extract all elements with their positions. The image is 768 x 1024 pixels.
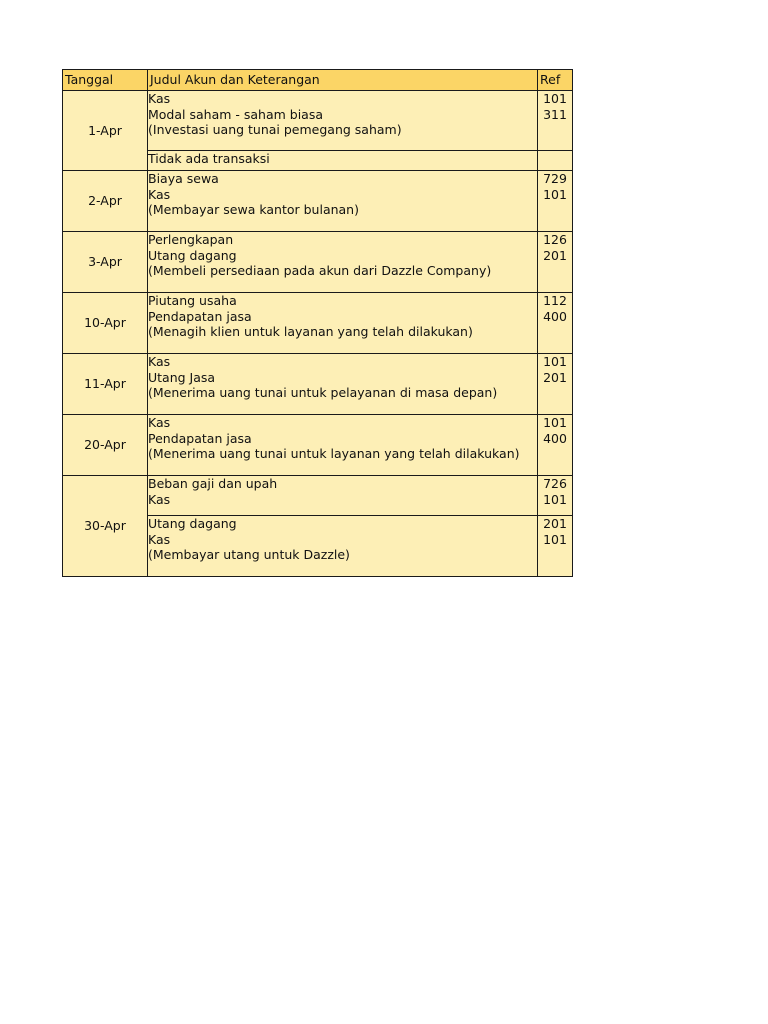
description-cell xyxy=(148,232,538,293)
entry-explanation: (Menagih klien untuk layanan yang telah dilakukan) xyxy=(148,324,473,339)
date-cell: 1-Apr xyxy=(63,91,148,171)
description-cell xyxy=(148,151,538,171)
account-title: Pendapatan jasa xyxy=(148,430,252,446)
account-ref: 400 xyxy=(543,308,567,324)
ref-cell xyxy=(538,91,573,151)
description-cell xyxy=(148,415,538,476)
account-title: Kas xyxy=(148,531,171,547)
account-ref: 201 xyxy=(543,369,567,385)
account-title: Kas xyxy=(148,91,171,106)
account-ref: 126 xyxy=(543,232,567,247)
date-cell: 30-Apr xyxy=(63,476,148,577)
account-ref: 726 xyxy=(543,476,567,491)
account-ref: 101 xyxy=(543,186,567,202)
account-title: Piutang usaha xyxy=(148,293,237,308)
description-cell xyxy=(148,91,538,151)
account-title: Perlengkapan xyxy=(148,232,234,247)
ref-cell xyxy=(538,354,573,415)
header-row xyxy=(63,70,573,91)
account-title: Tidak ada transaksi xyxy=(148,151,270,166)
ref-cell xyxy=(538,293,573,354)
ref-cell xyxy=(538,171,573,232)
account-ref: 201 xyxy=(543,247,567,263)
account-title: Utang dagang xyxy=(148,516,237,531)
account-title: Biaya sewa xyxy=(148,171,219,186)
account-ref: 201 xyxy=(543,516,567,531)
entry-explanation: (Membayar sewa kantor bulanan) xyxy=(148,202,359,217)
account-title: Kas xyxy=(148,415,171,430)
account-title: Utang dagang xyxy=(148,247,237,263)
account-ref: 311 xyxy=(543,106,567,122)
account-ref: 112 xyxy=(543,293,567,308)
account-title: Kas xyxy=(148,491,171,507)
description-cell xyxy=(148,354,538,415)
journal-body xyxy=(63,91,573,577)
account-ref: 729 xyxy=(543,171,567,186)
description-cell xyxy=(148,293,538,354)
entry-explanation: (Membayar utang untuk Dazzle) xyxy=(148,547,350,562)
account-ref: 101 xyxy=(543,354,567,369)
account-ref: 101 xyxy=(543,415,567,430)
account-ref: 101 xyxy=(543,531,567,547)
date-cell: 2-Apr xyxy=(63,171,148,232)
date-cell: 10-Apr xyxy=(63,293,148,354)
account-title: Modal saham - saham biasa xyxy=(148,106,324,122)
journal-row xyxy=(63,354,573,415)
date-cell: 11-Apr xyxy=(63,354,148,415)
description-cell xyxy=(148,171,538,232)
journal-row xyxy=(63,232,573,293)
journal-row xyxy=(63,415,573,476)
account-ref: 400 xyxy=(543,430,567,446)
account-ref: 101 xyxy=(543,91,567,106)
entry-explanation: (Membeli persediaan pada akun dari Dazzle Company) xyxy=(148,263,492,278)
ref-cell xyxy=(538,516,573,577)
date-cell: 3-Apr xyxy=(63,232,148,293)
account-title: Pendapatan jasa xyxy=(148,308,252,324)
header-ref: Ref xyxy=(538,70,573,91)
entry-explanation: (Investasi uang tunai pemegang saham) xyxy=(148,122,402,137)
ref-cell xyxy=(538,476,573,516)
account-ref: 101 xyxy=(543,491,567,507)
account-title: Utang Jasa xyxy=(148,369,216,385)
ref-cell xyxy=(538,415,573,476)
journal-row xyxy=(63,293,573,354)
entry-explanation: (Menerima uang tunai untuk pelayanan di masa depan) xyxy=(148,385,498,400)
entry-explanation: (Menerima uang tunai untuk layanan yang telah dilakukan) xyxy=(148,446,520,461)
account-title: Kas xyxy=(148,186,171,202)
account-title: Kas xyxy=(148,354,171,369)
journal-table xyxy=(62,69,573,577)
description-cell xyxy=(148,476,538,516)
account-title: Beban gaji dan upah xyxy=(148,476,278,491)
journal-row xyxy=(63,476,573,516)
header-date: Tanggal xyxy=(63,70,148,91)
ref-cell xyxy=(538,232,573,293)
header-description: Judul Akun dan Keterangan xyxy=(148,70,538,91)
date-cell: 20-Apr xyxy=(63,415,148,476)
journal-row xyxy=(63,91,573,151)
journal-row xyxy=(63,171,573,232)
description-cell xyxy=(148,516,538,577)
ref-cell xyxy=(538,151,573,171)
